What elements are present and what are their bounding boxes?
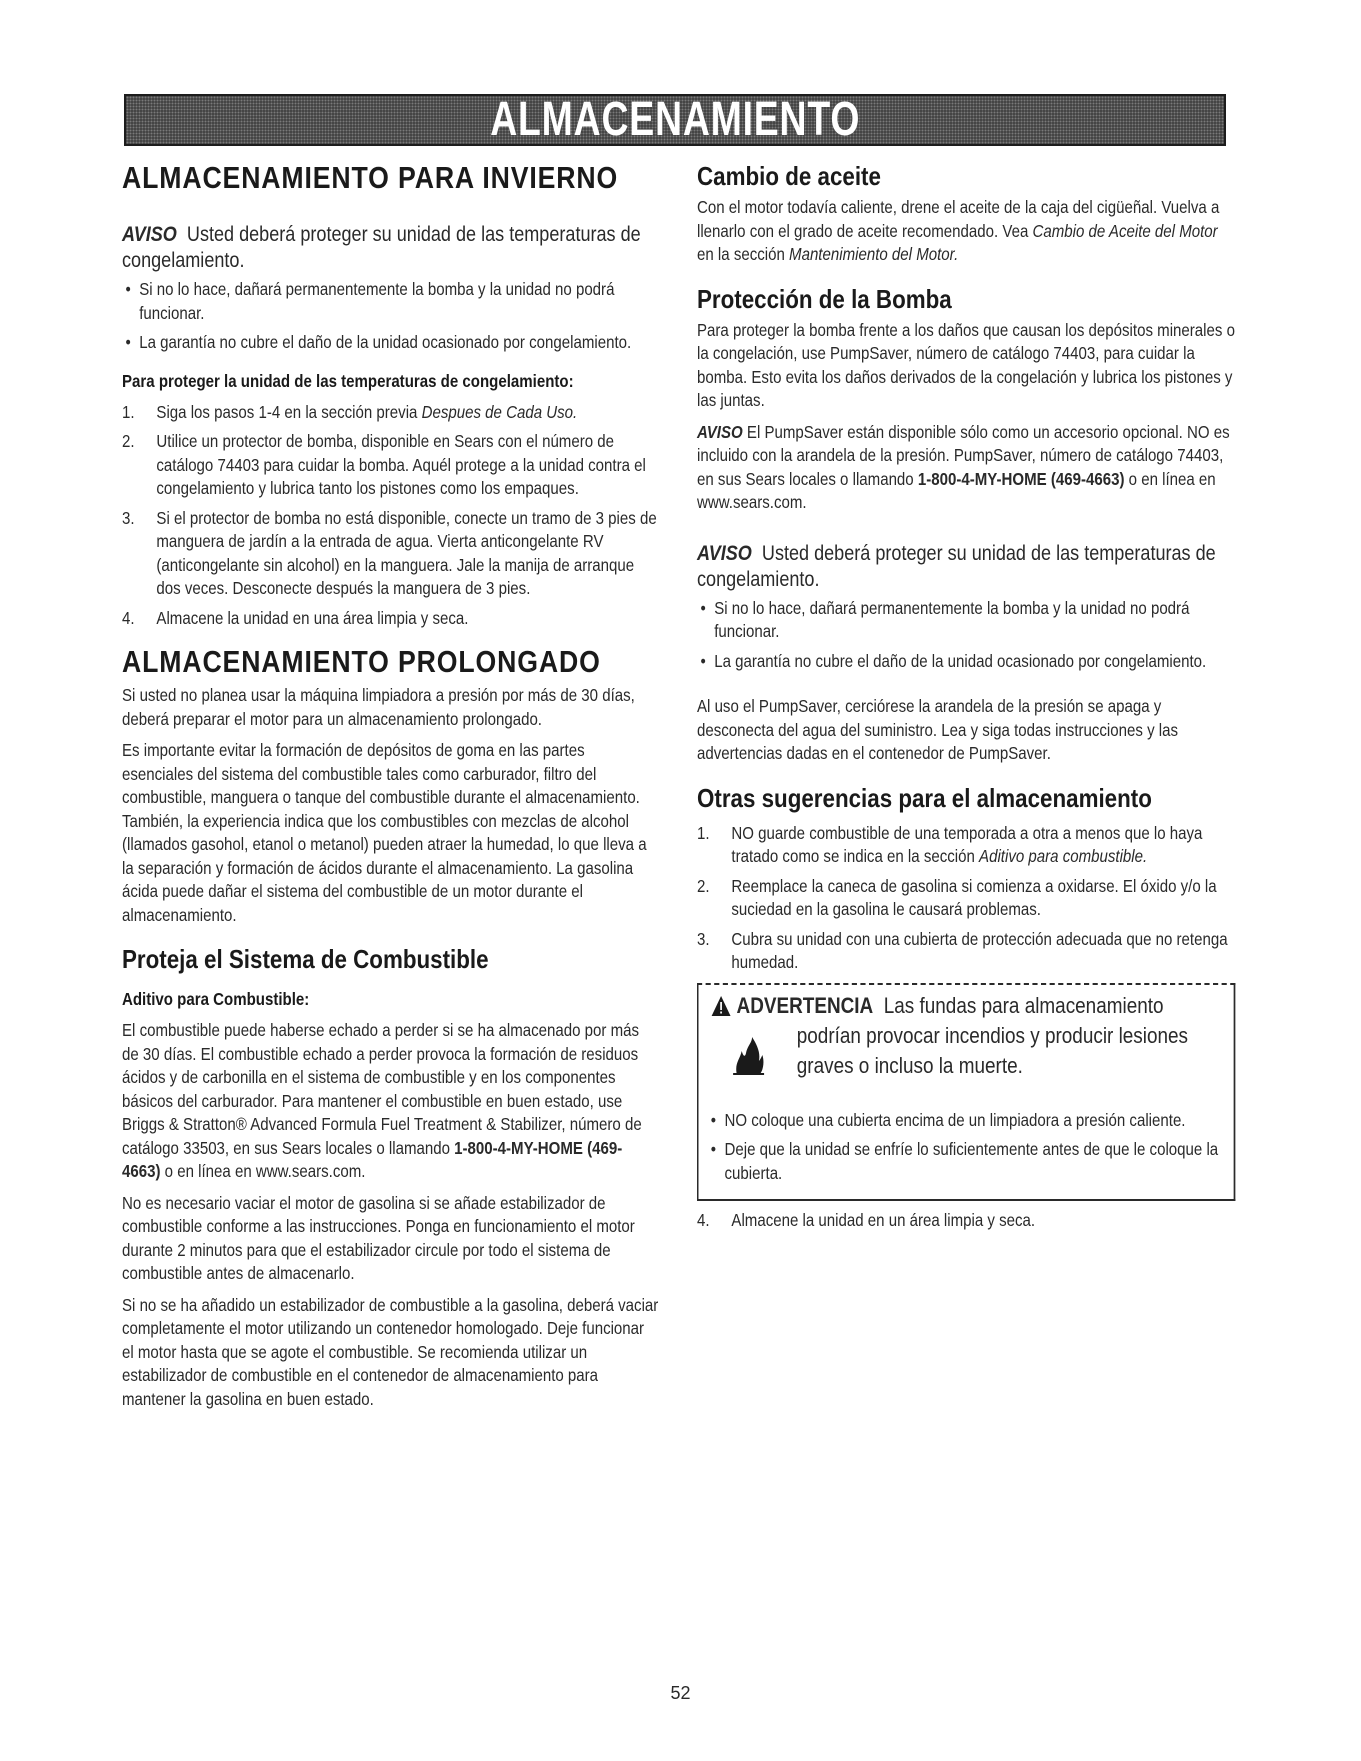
paragraph: Con el motor todavía caliente, drene el aceite de la caja del cigüeñal. Vuelva a llenarlo con el grado de aceite recomendado. Vea Cambio de Aceite del Motor en la sección Mantenimiento del Motor.: [697, 197, 1220, 264]
aviso-label: AVISO: [697, 541, 752, 565]
paragraph: No es necesario vaciar el motor de gasolina si se añade estabilizador de combustible conforme a las instrucciones. Ponga en funcionamiento el motor durante 2 minutos para que el estabilizador circule por todo el sistema de combustible antes de almacenarlo.: [122, 1192, 635, 1283]
aviso-text: Usted deberá proteger su unidad de las temperaturas de congelamiento.: [122, 223, 641, 272]
aviso-bullets: [697, 597, 1236, 674]
heading-aditivo: Aditivo para Combustible:: [122, 989, 310, 1009]
aviso-text: Usted deberá proteger su unidad de las temperaturas de congelamiento.: [697, 541, 1216, 591]
paragraph: Para proteger la bomba frente a los daños que causan los depósitos minerales o la congelación, use PumpSaver, número de catálogo 74403, para cuidar la bomba. Esto evita los daños derivados de la congelación y lubrica los pistones y las juntas.: [697, 319, 1235, 410]
list-item: • Si no lo hace, dañará permanentemente la bomba y la unidad no podrá funcionar.: [122, 278, 659, 325]
winter-steps: [122, 401, 659, 631]
warning-bullets: [707, 1109, 1225, 1186]
warning-icons: [707, 991, 779, 1101]
warning-header: [707, 991, 1225, 1101]
list-item: 2. Reemplace la caneca de gasolina si comienza a oxidarse. El óxido y/o la suciedad en la gasolina le causará problemas.: [697, 875, 1217, 919]
heading-proteja-sistema: Proteja el Sistema de Combustible: [122, 944, 489, 974]
warning-rest: podrían provocar incendios y producir lesiones graves o incluso la muerte.: [796, 1022, 1188, 1078]
page-number: 52: [670, 1683, 691, 1703]
paragraph: Si usted no planea usar la máquina limpiadora a presión por más de 30 días, deberá preparar el motor para un almacenamiento prolongado.: [122, 685, 635, 729]
paragraph: Al uso el PumpSaver, cerciórese la arandela de la presión se apaga y desconecta del agua del suministro. Lea y siga todas instrucciones y las advertencias dadas en el contenedor de PumpSaver.: [697, 696, 1179, 763]
list-item: 4. Almacene la unidad en un área limpia y seca.: [697, 1210, 1036, 1230]
right-column: [697, 160, 1237, 1239]
list-item: • NO coloque una cubierta encima de un limpiadora a presión caliente.: [707, 1109, 1225, 1133]
list-item: • Si no lo hace, dañará permanentemente la bomba y la unidad no podrá funcionar.: [697, 597, 1236, 644]
phone-number: 1-800-4-MY-HOME (469-4663): [122, 1137, 623, 1181]
heading-proteccion-bomba: Protección de la Bomba: [697, 283, 952, 314]
list-item: 4. Almacene la unidad en una área limpia y seca.: [122, 607, 469, 628]
heading-otras-sugerencias: Otras sugerencias para el almacenamiento: [697, 782, 1152, 813]
list-item: • Deje que la unidad se enfríe lo suficientemente antes de que le coloque la cubierta.: [707, 1138, 1225, 1185]
heading-almacenamiento-prolongado: ALMACENAMIENTO PROLONGADO: [122, 644, 601, 679]
warning-label: ADVERTENCIA: [736, 992, 874, 1018]
paragraph: Es importante evitar la formación de depósitos de goma en las partes esenciales del sistema del combustible tales como carburador, filtro del combustible, manguera o tanque del combustible durante el almacenamiento. También, la experiencia indica que los combustibles con mezclas de alcohol (llamados gasohol, etanol o metanol) pueden atraer la humedad, lo que lleva a la separación y formación de ácidos durante el almacenamiento. La gasolina ácida puede dañar el sistema del combustible de un motor durante el almacenamiento.: [122, 740, 647, 925]
paragraph: Si no se ha añadido un estabilizador de combustible a la gasolina, deberá vaciar completamente el motor utilizando un contenedor homologado. Deje funcionar el motor hasta que se agote el combustible. Se recomienda utilizar un estabilizador de combustible en el contenedor de almacenamiento para mantener la gasolina en buen estado.: [122, 1294, 659, 1409]
list-item: 1. Siga los pasos 1-4 en la sección previa Despues de Cada Uso.: [122, 401, 578, 422]
list-item: 3. Si el protector de bomba no está disponible, conecte un tramo de 3 pies de manguera de jardín a la entrada de agua. Vierta anticongelante RV (anticongelante sin alcohol) en la manguera. Jale la manija de arranque dos veces. Desconecte después la manguera de 3 pies.: [122, 507, 657, 598]
list-item: • La garantía no cubre el daño de la unidad ocasionado por congelamiento.: [697, 650, 1236, 674]
warning-text: ADVERTENCIA Las fundas para almacenamiento podrían provocar incendios y producir lesiones graves o incluso la muerte.: [711, 991, 1226, 1101]
list-item: 3. Cubra su unidad con una cubierta de protección adecuada que no retenga humedad.: [697, 928, 1228, 972]
heading-cambio-aceite: Cambio de aceite: [697, 161, 881, 191]
storage-tips-continued: [697, 1209, 1236, 1233]
aviso-notice: [697, 541, 1236, 593]
aviso-notice: [122, 222, 659, 274]
left-column: [122, 160, 660, 1411]
fire-icon: [731, 1035, 765, 1075]
aviso-label: AVISO: [122, 223, 177, 246]
aviso-pumpsaver: AVISO El PumpSaver están disponible sólo como un accesorio opcional. NO es incluido con la arandela de la presión. PumpSaver, número de catálogo 74403, en sus Sears locales o llamando 1-800-4-MY-HOME (469-4663) o en línea en www.sears.com.: [697, 421, 1230, 512]
list-item: 1. NO guarde combustible de una temporada a otra a menos que lo haya tratado como se indica en la sección Aditivo para combustible.: [697, 822, 1203, 866]
warning-box: [697, 983, 1236, 1202]
storage-tips: [697, 822, 1236, 975]
paragraph: El combustible puede haberse echado a perder si se ha almacenado por más de 30 días. El combustible echado a perder provoca la formación de residuos ácidos y de carbonilla en el sistema de combustible y en los componentes básicos del carburador. Para mantener el combustible en buen estado, use Briggs & Stratton® Advanced Formula Fuel Treatment & Stabilizer, número de catálogo 33503, en sus Sears locales o llamando 1-800-4-MY-HOME (469-4663) o en línea en www.sears.com.: [122, 1020, 642, 1181]
aviso-bullets: [122, 278, 659, 355]
list-item: 2. Utilice un protector de bomba, disponible en Sears con el número de catálogo 74403 para cuidar la bomba. Aquél protege a la unidad contra el congelamiento y lubrica tanto los pistones como los empaques.: [122, 431, 646, 498]
banner-title: ALMACENAMIENTO: [489, 93, 861, 146]
heading-proteger-unidad: Para proteger la unidad de las temperaturas de congelamiento:: [122, 370, 574, 391]
aviso-label: AVISO: [697, 421, 743, 442]
heading-almacenamiento-invierno: ALMACENAMIENTO PARA INVIERNO: [122, 160, 619, 195]
section-banner: [124, 94, 1226, 146]
warning-triangle-icon: [711, 995, 732, 1017]
list-item: • La garantía no cubre el daño de la unidad ocasionado por congelamiento.: [122, 331, 659, 355]
phone-number: 1-800-4-MY-HOME (469-4663): [917, 468, 1125, 489]
